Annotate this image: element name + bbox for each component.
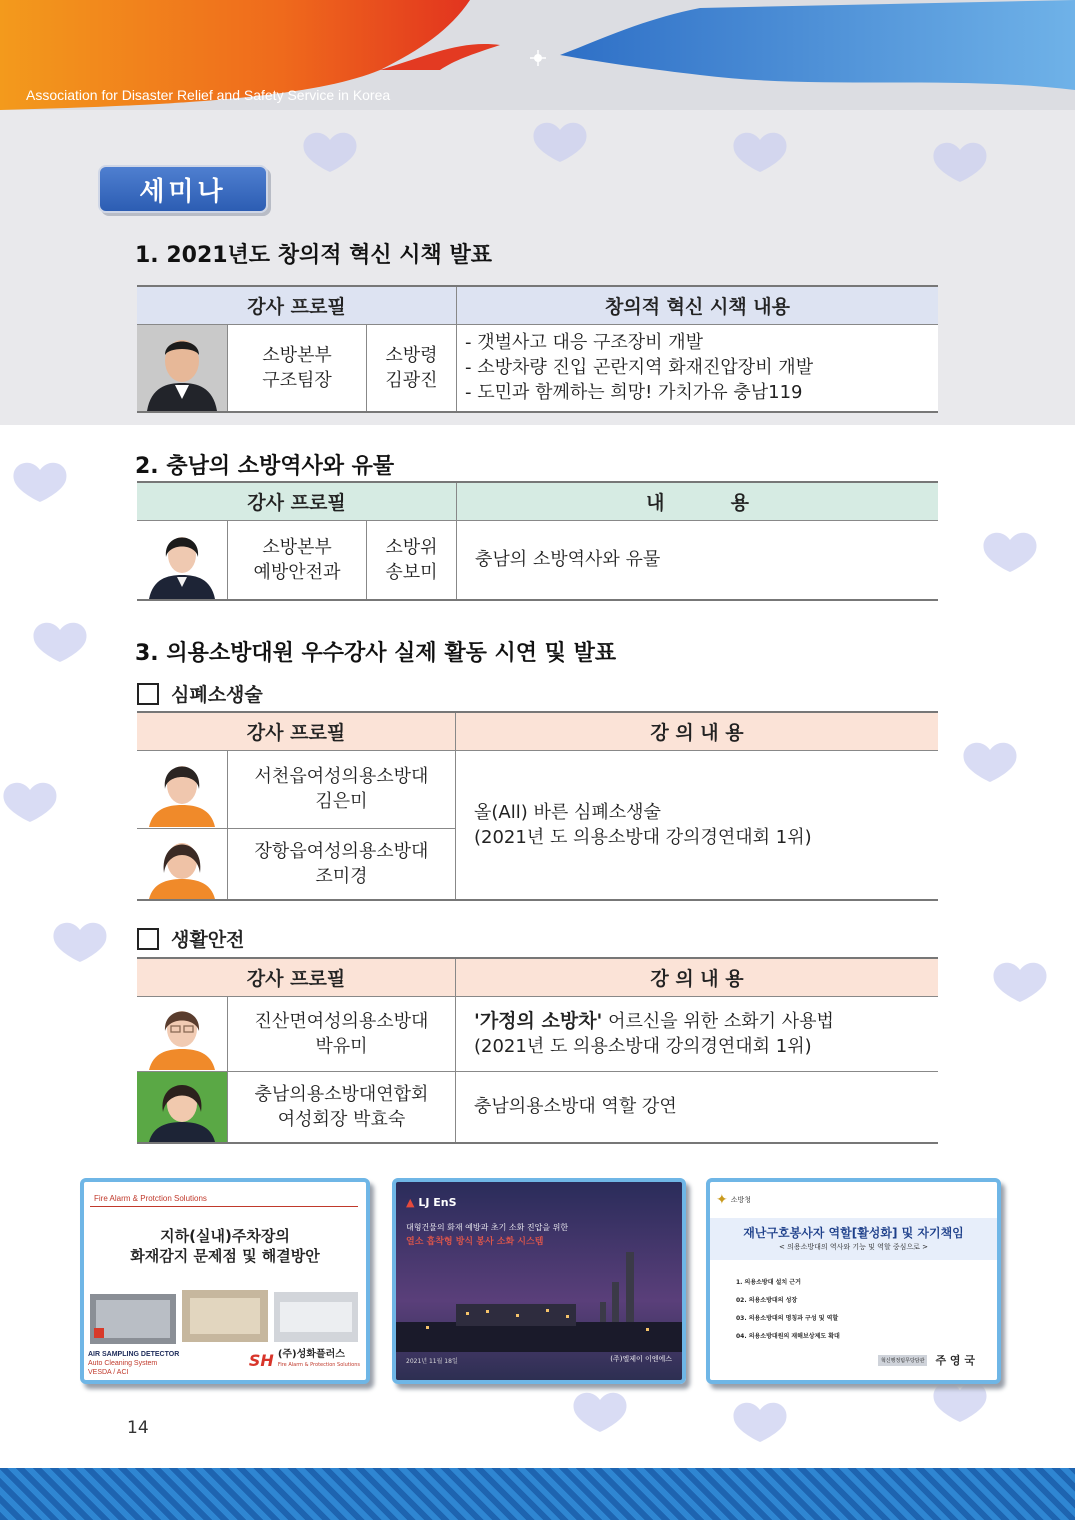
- slide3-presenter-org: 혁신행정팀무당담관: [878, 1355, 927, 1366]
- slide1-bottom-line2: Auto Cleaning System: [88, 1360, 158, 1367]
- page-number: 14: [127, 1418, 149, 1438]
- section2-col-content: 내 용: [457, 482, 939, 520]
- safety-row-name: 여성회장 박효숙: [277, 1108, 406, 1130]
- section2-dept-line1: 소방본부: [262, 536, 332, 558]
- seminar-badge: 세미나: [98, 165, 268, 213]
- lecturer-photo: [137, 324, 228, 412]
- cpr-heading: [137, 680, 263, 707]
- lecturer-photo: [137, 750, 228, 828]
- cpr-row-name: 조미경: [315, 865, 368, 887]
- safety-content-bold: '가정의 소방차': [474, 1009, 603, 1032]
- safety-content: 충남의용소방대 역할 강연: [456, 1071, 939, 1143]
- agency-emblem-icon: ✦: [716, 1192, 728, 1208]
- cpr-content-line2: (2021년 도 의용소방대 강의경연대회 1위): [474, 826, 812, 848]
- lecturer-photo: [137, 828, 228, 900]
- section2-title: 2. 충남의 소방역사와 유물: [135, 454, 395, 479]
- cpr-row-name: 김은미: [315, 791, 368, 812]
- slide1-bottom-line3: VESDA / ACI: [88, 1369, 129, 1376]
- org-name: Association for Disaster Relief and Safety Service in Korea: [26, 87, 391, 103]
- safety-table: [137, 957, 938, 1144]
- slide2-power-plant-image: [396, 1252, 682, 1352]
- section2-rank: 소방위: [385, 536, 438, 558]
- checkbox-icon: [137, 683, 159, 705]
- safety-content-line2: (2021년 도 의용소방대 강의경연대회 1위): [474, 1035, 812, 1057]
- safety-col-content: 강 의 내 용: [456, 958, 939, 996]
- section1-item: - 소방차량 진입 곤란지역 화재진압장비 개발: [465, 357, 814, 379]
- section1-item: - 도민과 함께하는 희망! 가치가유 충남119: [465, 382, 803, 404]
- thumbnail-slide-1: [80, 1178, 370, 1384]
- slide3-item: 02. 의용소방대의 성장: [736, 1297, 798, 1304]
- cpr-col-profile: 강사 프로필: [137, 712, 456, 750]
- slide1-title-line1: 지하(실내)주차장의: [160, 1227, 290, 1245]
- safety-col-profile: 강사 프로필: [137, 958, 456, 996]
- thumbnail-slide-3: [706, 1178, 1001, 1384]
- section3-title: 3. 의용소방대원 우수강사 실제 활동 시연 및 발표: [135, 641, 617, 666]
- footer-band: [0, 1468, 1075, 1520]
- lj-logo-icon: ▲: [406, 1196, 415, 1209]
- slide1-building-illustration: [90, 1288, 360, 1346]
- slide2-brand: LJ EnS: [418, 1196, 457, 1209]
- section1-table: [137, 285, 938, 413]
- slide2-company: (주)엘제이 이엔에스: [610, 1355, 672, 1363]
- cpr-row-org: 서천읍여성의용소방대: [254, 766, 429, 787]
- section1-name: 김광진: [385, 369, 438, 391]
- slide1-brand: (주)성화플러스: [277, 1349, 345, 1360]
- section1-dept-line2: 구조팀장: [262, 369, 332, 391]
- thumbnail-slide-2: [392, 1178, 686, 1384]
- slide3-item: 04. 의용소방대원의 재해보상제도 확대: [736, 1333, 840, 1340]
- section2-name: 송보미: [385, 561, 438, 583]
- section2-content: 충남의 소방역사와 유물: [457, 520, 939, 600]
- slide1-brand-sub: Fire Alarm & Protection Solutions: [277, 1362, 360, 1368]
- slide3-title: 재난구호봉사자 역할[활성화] 및 자기책임: [743, 1226, 964, 1240]
- cpr-heading-text: 심폐소생술: [171, 684, 263, 706]
- checkbox-icon: [137, 928, 159, 950]
- section1-dept-line1: 소방본부: [262, 344, 332, 366]
- cpr-row-org: 장항읍여성의용소방대: [254, 840, 429, 862]
- section2-table: [137, 481, 938, 601]
- section2-col-profile: 강사 프로필: [137, 482, 457, 520]
- slide1-bottom-line1: AIR SAMPLING DETECTOR: [88, 1351, 180, 1358]
- section1-col-content: 창의적 혁신 시책 내용: [457, 286, 939, 324]
- slide3-presenter: 주 영 국: [935, 1354, 975, 1367]
- slide2-line2: 열소 흡착형 방식 봉사 소화 시스템: [406, 1237, 544, 1247]
- section1-rank: 소방령: [385, 344, 438, 366]
- lecturer-photo: [137, 1071, 228, 1143]
- section2-dept-line2: 예방안전과: [253, 561, 341, 583]
- cpr-col-content: 강 의 내 용: [456, 712, 939, 750]
- section1-title: 1. 2021년도 창의적 혁신 시책 발표: [135, 243, 492, 268]
- slide3-item: 1. 의용소방대 설치 근거: [736, 1279, 801, 1286]
- slide3-item: 03. 의용소방대의 명칭과 구성 및 역할: [736, 1315, 839, 1322]
- slide2-line1: 대형건물의 화재 예방과 초기 소화 진압을 위한: [406, 1223, 569, 1232]
- slide2-date: 2021년 11월 18일: [406, 1358, 458, 1365]
- sh-logo-icon: SH: [248, 1350, 274, 1370]
- section1-col-profile: 강사 프로필: [137, 286, 457, 324]
- slide1-title-line2: 화재감지 문제점 및 해결방안: [130, 1247, 320, 1265]
- cpr-content-line1: 올(All) 바른 심폐소생술: [474, 801, 661, 823]
- safety-heading-text: 생활안전: [171, 929, 245, 951]
- lecturer-photo: [137, 520, 228, 600]
- slide3-agency: 소방청: [730, 1196, 752, 1204]
- safety-row-org: 진산면여성의용소방대: [254, 1010, 429, 1032]
- safety-row-org: 충남의용소방대연합회: [254, 1083, 429, 1105]
- cpr-table: [137, 711, 938, 901]
- safety-heading: [137, 925, 244, 952]
- safety-content-rest: 어르신을 위한 소화기 사용법: [602, 1010, 834, 1032]
- slide3-subtitle: < 의용소방대의 역사와 기능 및 역할 중심으로 >: [778, 1243, 929, 1251]
- safety-row-name: 박유미: [315, 1035, 368, 1057]
- slide1-top-label: Fire Alarm & Protction Solutions: [94, 1194, 207, 1203]
- lecturer-photo: [137, 996, 228, 1071]
- section1-item: - 갯벌사고 대응 구조장비 개발: [465, 332, 704, 354]
